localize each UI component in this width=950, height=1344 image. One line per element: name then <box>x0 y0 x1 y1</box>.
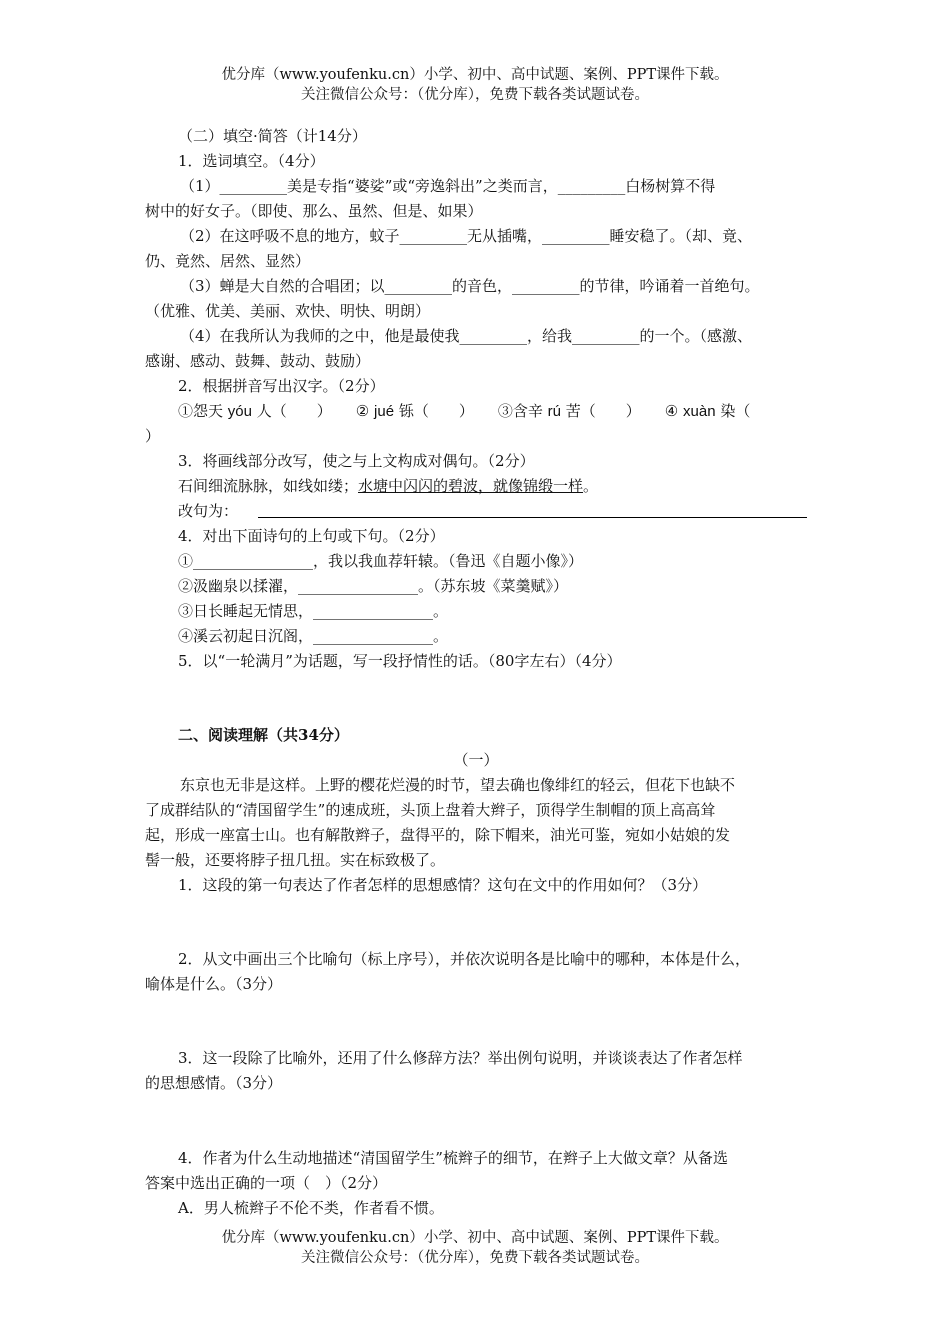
q3-sentence-end: 。 <box>583 477 599 495</box>
q2-word3-pinyin: rú <box>547 403 561 420</box>
passage-line-4: 髻一般，还要将脖子扭几扭。实在标致极了。 <box>145 851 446 869</box>
footer-line-2: 关注微信公众号：（优分库），免费下载各类试题试卷。 <box>301 1250 649 1266</box>
reading-q3-line2: 的思想感情。（3分） <box>145 1074 283 1092</box>
q1-item3-line1: （3）蝉是大自然的合唱团；以_________的音色，_________的节律，吟诵着一首绝句。 <box>180 277 760 295</box>
reading-title: 二、阅读理解（共34分） <box>178 726 349 744</box>
q2-word4-prefix: ④ <box>664 402 679 420</box>
reading-part-label: （一） <box>453 751 499 769</box>
q1-item4-line1: （4）在我所认为我师的之中，他是最使我_________，给我_________的一个。（感激、 <box>180 327 753 345</box>
reading-q4-line1: 4．作者为什么生动地描述“清国留学生”梳辫子的细节，在辫子上大做文章？从备选 <box>178 1149 728 1167</box>
q1-item2-line1: （2）在这呼吸不息的地方，蚊子_________无从插嘴，_________睡安稳了。（却、竟、 <box>180 227 753 245</box>
q4-line-2: ②汲幽泉以揉濯，________________。（苏东坡《菜羹赋》） <box>178 577 569 595</box>
q3-sentence <box>178 474 807 498</box>
header-line-1: 优分库（www.youfenku.cn）小学、初中、高中试题、案例、PPT课件下载。 <box>221 67 729 83</box>
q2-word3-suffix: 苦（ ） <box>565 402 641 420</box>
section-title: （二）填空·简答（计14分） <box>178 127 367 145</box>
q2-word4-suffix: 染（ <box>720 402 751 420</box>
q4-line-4: ④溪云初起日沉阁，________________。 <box>178 627 449 645</box>
reading-q2-line1: 2．从文中画出三个比喻句（标上序号），并依次说明各是比喻中的哪种，本体是什么， <box>178 950 751 968</box>
passage-line-3: 起，形成一座富士山。也有解散辫子，盘得平的，除下帽来，油光可鉴，宛如小姑娘的发 <box>145 826 731 844</box>
reading-q4-line2: 答案中选出正确的一项（ ）（2分） <box>145 1174 388 1192</box>
q1-title: 1．选词填空。（4分） <box>178 152 325 170</box>
q2-word1-suffix: 人（ ） <box>256 402 332 420</box>
q2-word2-suffix: 铄（ ） <box>398 402 474 420</box>
q2-word1-pinyin: yóu <box>227 403 252 420</box>
q2-title: 2．根据拼音写出汉字。（2分） <box>178 377 385 395</box>
q2-word2-prefix: ② <box>355 402 370 420</box>
passage-line-1: 东京也无非是这样。上野的樱花烂漫的时节，望去确也像绯红的轻云，但花下也缺不 <box>180 776 736 794</box>
q1-item4-line2: 感谢、感动、鼓舞、鼓动、鼓励） <box>145 352 371 370</box>
q3-answer-line[interactable] <box>258 517 807 518</box>
q2-wrap-close: ） <box>145 427 161 445</box>
q4-line-1: ①________________，我以我血荐轩辕。（鲁迅《自题小像》） <box>178 552 584 570</box>
passage-line-2: 了成群结队的“清国留学生”的速成班，头顶上盘着大辫子，顶得学生制帽的顶上高高耸 <box>145 801 716 819</box>
reading-q2-line2: 喻体是什么。（3分） <box>145 975 283 993</box>
q5-prompt: 5．以“一轮满月”为话题，写一段抒情性的话。（80字左右）（4分） <box>178 652 622 670</box>
q2-word1-prefix: ①怨天 <box>178 402 224 420</box>
q4-line-3: ③日长睡起无情思，________________。 <box>178 602 449 620</box>
reading-q1: 1．这段的第一句表达了作者怎样的思想感情？这句在文中的作用如何？（3分） <box>178 876 708 894</box>
q3-answer-label: 改句为： <box>178 502 239 520</box>
q1-item1-line1: （1）_________美是专指“婆娑”或“旁逸斜出”之类而言，_________白杨树算不得 <box>180 177 716 195</box>
q2-words <box>178 399 807 424</box>
q2-word3-prefix: ③含辛 <box>497 402 543 420</box>
q3-sentence-plain: 石间细流脉脉，如线如缕； <box>178 477 359 495</box>
q2-word4-pinyin: xuàn <box>683 403 716 420</box>
q1-item2-line2: 仍、竟然、居然、显然） <box>145 252 311 270</box>
reading-q3-line1: 3．这一段除了比喻外，还用了什么修辞方法？举出例句说明，并谈谈表达了作者怎样 <box>178 1049 743 1067</box>
footer-line-1: 优分库（www.youfenku.cn）小学、初中、高中试题、案例、PPT课件下载。 <box>221 1230 729 1246</box>
q3-title: 3．将画线部分改写，使之与上文构成对偶句。（2分） <box>178 452 535 470</box>
reading-q4-option-a: A．男人梳辫子不伦不类，作者看不惯。 <box>178 1199 444 1217</box>
q4-title: 4．对出下面诗句的上句或下句。（2分） <box>178 527 445 545</box>
header-line-2: 关注微信公众号：（优分库），免费下载各类试题试卷。 <box>301 87 649 103</box>
q2-word2-pinyin: jué <box>374 403 395 420</box>
q1-item1-line2: 树中的好女子。（即使、那么、虽然、但是、如果） <box>145 202 483 220</box>
q3-sentence-underlined: 水塘中闪闪的碧波，就像锦缎一样 <box>358 477 584 495</box>
q1-item3-line2: （优雅、优美、美丽、欢快、明快、明朗） <box>145 302 431 320</box>
